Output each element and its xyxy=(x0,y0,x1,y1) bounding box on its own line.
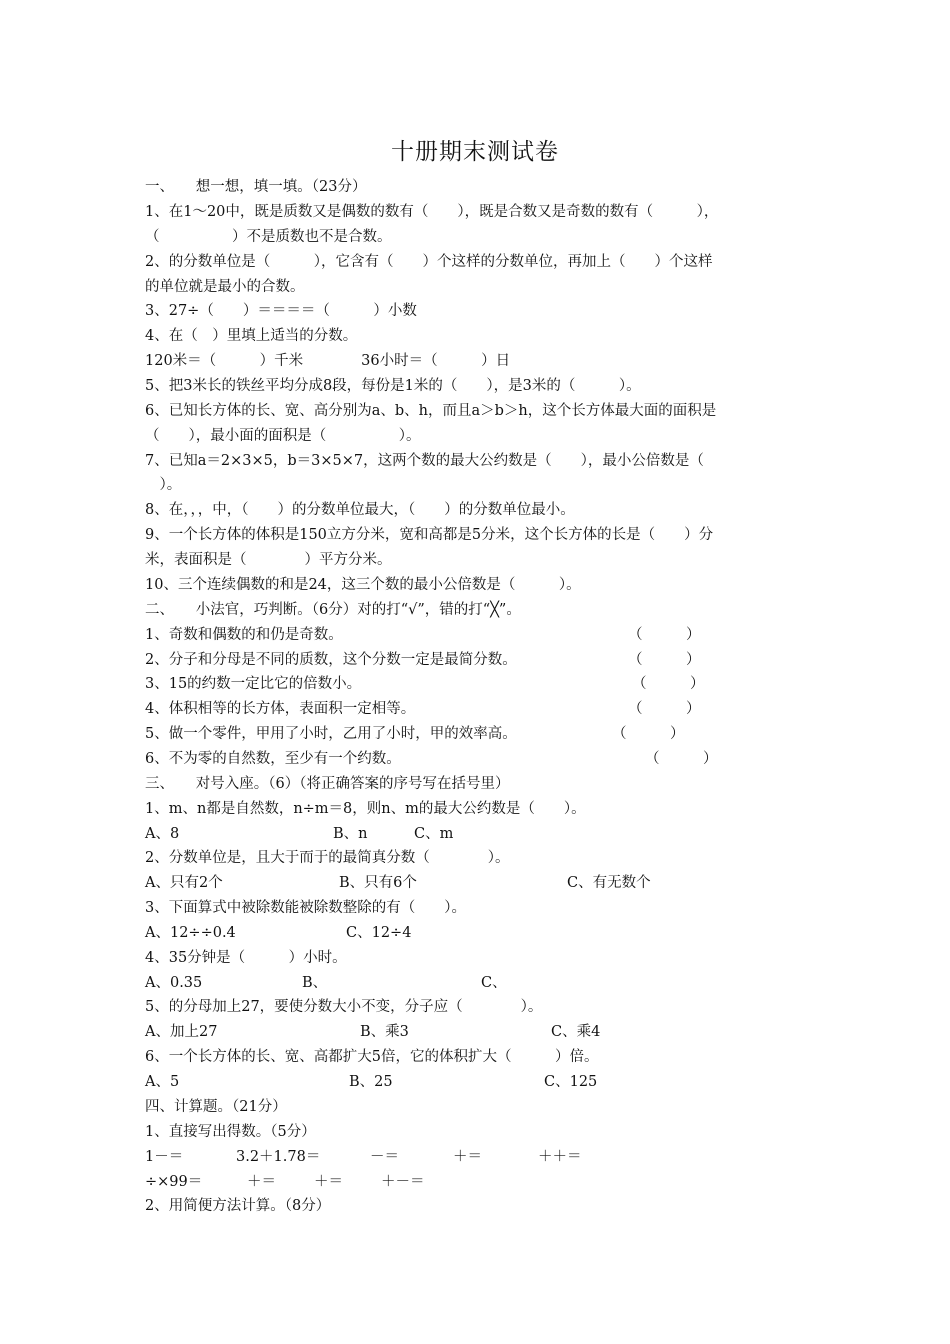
question-line: 4、在（ ）里填上适当的分数。 xyxy=(145,328,358,344)
calc-item: ＋－＝ xyxy=(381,1174,425,1190)
question-line: 6、已知长方体的长、宽、高分别为a、b、h，而且a＞b＞h，这个长方体最大面的面积是 xyxy=(145,403,717,419)
answer-bracket: （ ） xyxy=(628,627,701,643)
choice-c: C、有无数个 xyxy=(567,875,651,891)
judge-item: 2、分子和分母是不同的质数，这个分数一定是最简分数。 xyxy=(145,652,517,668)
calc-item: ＋＝ xyxy=(453,1149,482,1165)
question-line: （ ）不是质数也不是合数。 xyxy=(145,229,392,245)
question-line: 7、已知a＝2×3×5，b＝3×5×7，这两个数的最大公约数是（ ），最小公倍数是（ xyxy=(145,453,704,469)
choice-b: B、n xyxy=(333,826,368,842)
calc-item: －＝ xyxy=(370,1149,399,1165)
question-line: 1、在1～20中，既是质数又是偶数的数有（ ），既是合数又是奇数的数有（ ）， xyxy=(145,204,719,220)
calc-item: 1－＝ xyxy=(145,1149,184,1165)
section-4-heading: 四、计算题。（21分） xyxy=(145,1099,287,1115)
judge-item: 3、15的约数一定比它的倍数小。 xyxy=(145,676,362,692)
question-line: （ ），最小面的面积是（ ）。 xyxy=(145,428,421,444)
answer-bracket: （ ） xyxy=(645,751,718,767)
choice-c: C、12÷4 xyxy=(346,925,412,941)
calc-item: 3.2＋1.78＝ xyxy=(236,1149,321,1165)
question-line: 8、在，，，中，（ ）的分数单位最大，（ ）的分数单位最小。 xyxy=(145,502,575,518)
answer-bracket: （ ） xyxy=(628,701,701,717)
question-line: ）。 xyxy=(145,477,182,493)
section-2-heading: 二、 小法官，巧判断。（6分）对的打“√”，错的打“╳”。 xyxy=(145,602,521,618)
question-line: 2、的分数单位是（ ），它含有（ ）个这样的分数单位，再加上（ ）个这样 xyxy=(145,254,713,270)
choice-c: C、 xyxy=(481,975,507,991)
answer-bracket: （ ） xyxy=(628,652,701,668)
question-line: 1、直接写出得数。（5分） xyxy=(145,1124,316,1140)
question-line: 的单位就是最小的合数。 xyxy=(145,279,305,295)
calc-item: ＋＝ xyxy=(247,1174,276,1190)
question-line: 3、27÷（ ）＝＝＝＝（ ）小数 xyxy=(145,303,417,319)
choice-b: B、 xyxy=(302,975,328,991)
judge-item: 6、不为零的自然数，至少有一个约数。 xyxy=(145,751,401,767)
question-line: 5、的分母加上27，要使分数大小不变，分子应（ ）。 xyxy=(145,999,543,1015)
choice-c: C、m xyxy=(414,826,454,842)
judge-item: 1、奇数和偶数的和仍是奇数。 xyxy=(145,627,343,643)
question-line: 10、三个连续偶数的和是24，这三个数的最小公倍数是（ ）。 xyxy=(145,577,581,593)
judge-item: 5、做一个零件，甲用了小时，乙用了小时，甲的效率高。 xyxy=(145,726,517,742)
choice-a: A、5 xyxy=(145,1074,180,1090)
section-1-heading: 一、 想一想，填一填。（23分） xyxy=(145,179,367,195)
answer-bracket: （ ） xyxy=(632,676,705,692)
question-line: 米，表面积是（ ）平方分米。 xyxy=(145,552,392,568)
question-line: 3、下面算式中被除数能被除数整除的有（ ）。 xyxy=(145,900,466,916)
question-line: 1、m、n都是自然数，n÷m＝8，则n、m的最大公约数是（ ）。 xyxy=(145,801,586,817)
judge-item: 4、体积相等的长方体，表面积一定相等。 xyxy=(145,701,416,717)
choice-a: A、加上27 xyxy=(145,1024,218,1040)
section-3-heading: 三、 对号入座。（6）（将正确答案的序号写在括号里） xyxy=(145,776,510,792)
choice-b: B、25 xyxy=(349,1074,393,1090)
choice-c: C、125 xyxy=(544,1074,598,1090)
question-line: 6、一个长方体的长、宽、高都扩大5倍，它的体积扩大（ ）倍。 xyxy=(145,1049,599,1065)
question-line: 2、分数单位是，且大于而于的最简真分数（ ）。 xyxy=(145,850,510,866)
question-line: 4、35分钟是（ ）小时。 xyxy=(145,950,347,966)
choice-c: C、乘4 xyxy=(551,1024,601,1040)
choice-a: A、8 xyxy=(145,826,180,842)
answer-bracket: （ ） xyxy=(612,726,685,742)
choice-a: A、0.35 xyxy=(145,975,203,991)
choice-b: B、乘3 xyxy=(360,1024,409,1040)
choice-b: B、只有6个 xyxy=(339,875,417,891)
calc-item: ＋＋＝ xyxy=(538,1149,582,1165)
choice-a: A、12÷÷0.4 xyxy=(145,925,236,941)
page-title: 十册期末测试卷 xyxy=(391,139,559,165)
question-line: 120米＝（ ）千米 36小时＝（ ）日 xyxy=(145,353,511,369)
calc-item: ＋＝ xyxy=(314,1174,343,1190)
question-line: 2、用简便方法计算。（8分） xyxy=(145,1198,331,1214)
question-line: 9、一个长方体的体积是150立方分米，宽和高都是5分米，这个长方体的长是（ ）分 xyxy=(145,527,714,543)
choice-a: A、只有2个 xyxy=(145,875,223,891)
calc-item: ÷×99＝ xyxy=(145,1174,203,1190)
question-line: 5、把3米长的铁丝平均分成8段，每份是1米的（ ），是3米的（ ）。 xyxy=(145,378,641,394)
